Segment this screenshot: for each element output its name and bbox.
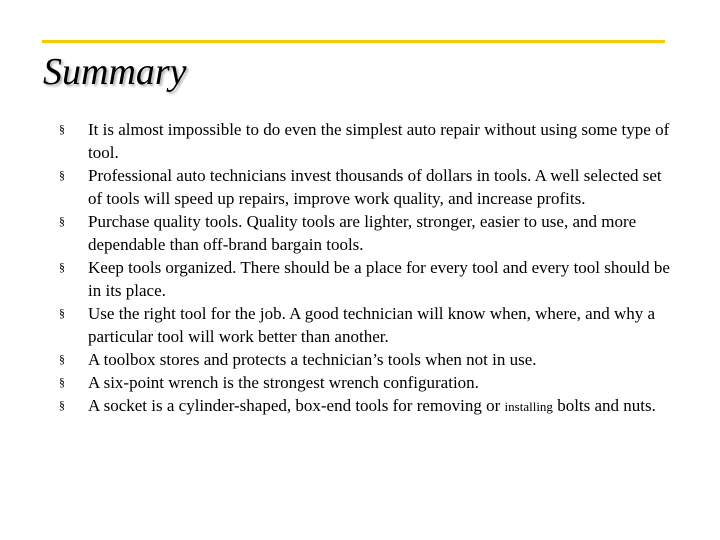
bullet-icon: § [59, 168, 65, 182]
list-item [55, 394, 675, 418]
list-item-text: A six-point wrench is the strongest wrench configuration. [88, 373, 479, 392]
list-item [55, 164, 675, 210]
list-item-text: Use the right tool for the job. A good technician will know when, where, and why a particular tool will work better than another. [88, 304, 656, 346]
bullet-icon: § [59, 306, 65, 320]
title-underline-rule [42, 40, 665, 43]
list-item-text: A toolbox stores and protects a technician’s tools when not in use. [88, 350, 537, 369]
list-item-text-part: bolts and nuts. [552, 396, 656, 415]
list-item [55, 118, 675, 164]
bullet-icon: § [59, 352, 65, 366]
list-item-text-part: A socket is a cylinder-shaped, box-end tools for removing or [88, 396, 505, 415]
slide-title: Summary [43, 51, 187, 93]
list-item-text: Purchase quality tools. Quality tools are lighter, stronger, easier to use, and more dependable than off-brand bargain tools. [88, 212, 637, 254]
list-item-text: Professional auto technicians invest thousands of dollars in tools. A well selected set of tools will speed up repairs, improve work quality, and increase profits. [88, 166, 662, 208]
bullet-icon: § [59, 122, 65, 136]
list-item [55, 302, 675, 348]
list-item [55, 371, 675, 394]
list-item-text [88, 396, 656, 415]
summary-bullet-list [55, 118, 675, 418]
bullet-icon: § [59, 375, 65, 389]
list-item-text: It is almost impossible to do even the simplest auto repair without using some type of tool. [88, 120, 670, 162]
list-item [55, 348, 675, 371]
bullet-icon: § [59, 214, 65, 228]
list-item-small-text: installing [504, 399, 553, 414]
list-item [55, 256, 675, 302]
list-item [55, 210, 675, 256]
bullet-icon: § [59, 260, 65, 274]
list-item-text: Keep tools organized. There should be a place for every tool and every tool should be in its place. [88, 258, 670, 300]
bullet-icon: § [59, 398, 65, 412]
